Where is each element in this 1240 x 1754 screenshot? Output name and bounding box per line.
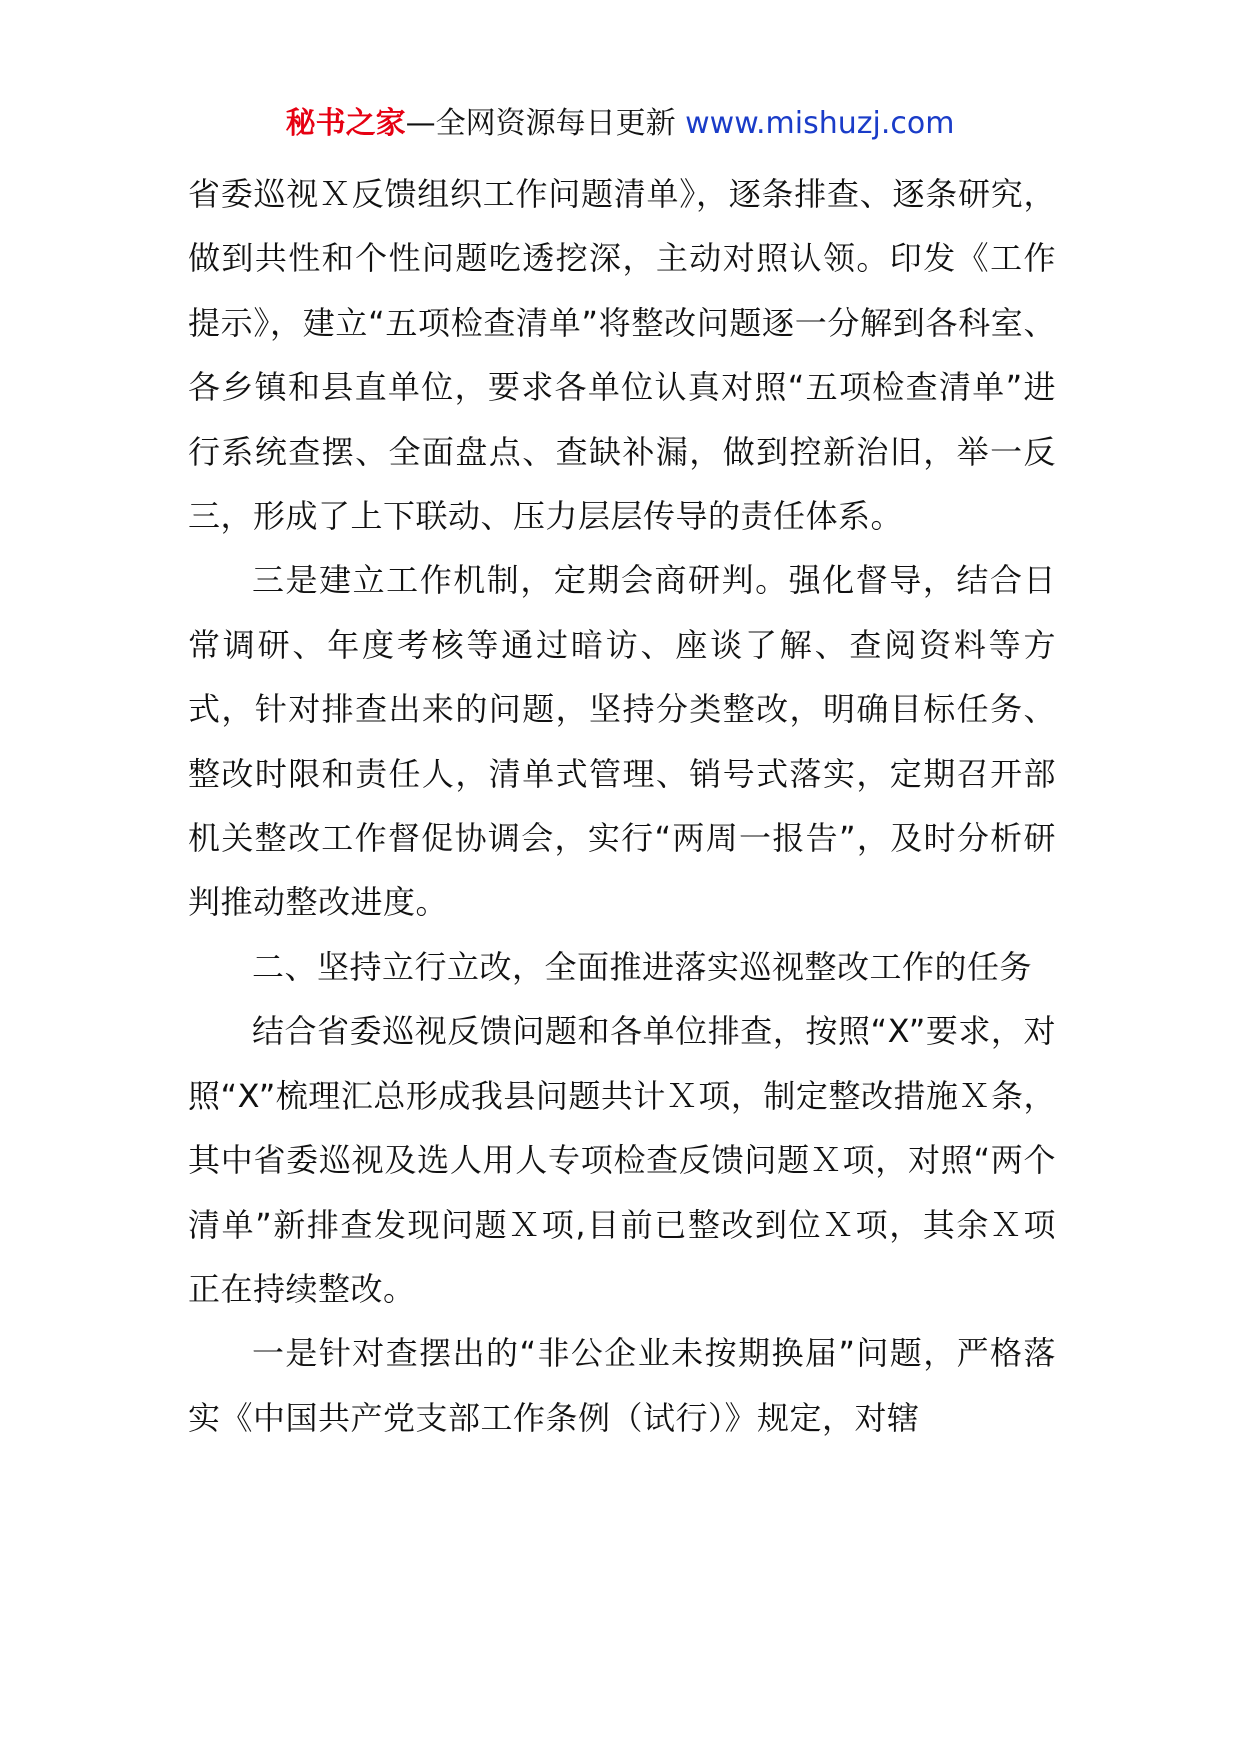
document-body (188, 162, 1056, 1450)
paragraph-summary: 结合省委巡视反馈问题和各单位排查，按照“X”要求，对照“X”梳理汇总形成我县问题共计Ｘ项，制定整改措施Ｘ条，其中省委巡视及选人用人专项检查反馈问题Ｘ项，对照“两个清单”新排查发现问题Ｘ项,目前已整改到位Ｘ项，其余Ｘ项正在持续整改。 (188, 1012, 1056, 1308)
site-brand: 秘书之家 (285, 106, 406, 141)
site-header (0, 102, 1240, 146)
paragraph-work-mechanism: 三是建立工作机制，定期会商研判。强化督导，结合日常调研、年度考核等通过暗访、座谈了解、查阅资料等方式，针对排查出来的问题，坚持分类整改，明确目标任务、整改时限和责任人，清单式管理、销号式落实，定期召开部机关整改工作督促协调会，实行“两周一报告”，及时分析研判推动整改进度。 (188, 561, 1056, 922)
site-slogan: —全网资源每日更新 (405, 106, 676, 141)
paragraph-continuation: 省委巡视Ｘ反馈组织工作问题清单》，逐条排查、逐条研究，做到共性和个性问题吃透挖深，主动对照认领。印发《工作提示》，建立“五项检查清单”将整改问题逐一分解到各科室、各乡镇和县直单位，要求各单位认真对照“五项检查清单”进行系统查摆、全面盘点、查缺补漏，做到控新治旧，举一反三，形成了上下联动、压力层层传导的责任体系。 (188, 175, 1056, 536)
paragraph-first-measure: 一是针对查摆出的“非公企业未按期换届”问题，严格落实《中国共产党支部工作条例（试行）》规定，对辖 (188, 1334, 1056, 1437)
site-url-link[interactable]: www.mishuzj.com (685, 106, 955, 141)
section-heading: 二、坚持立行立改，全面推进落实巡视整改工作的任务 (252, 947, 1033, 986)
